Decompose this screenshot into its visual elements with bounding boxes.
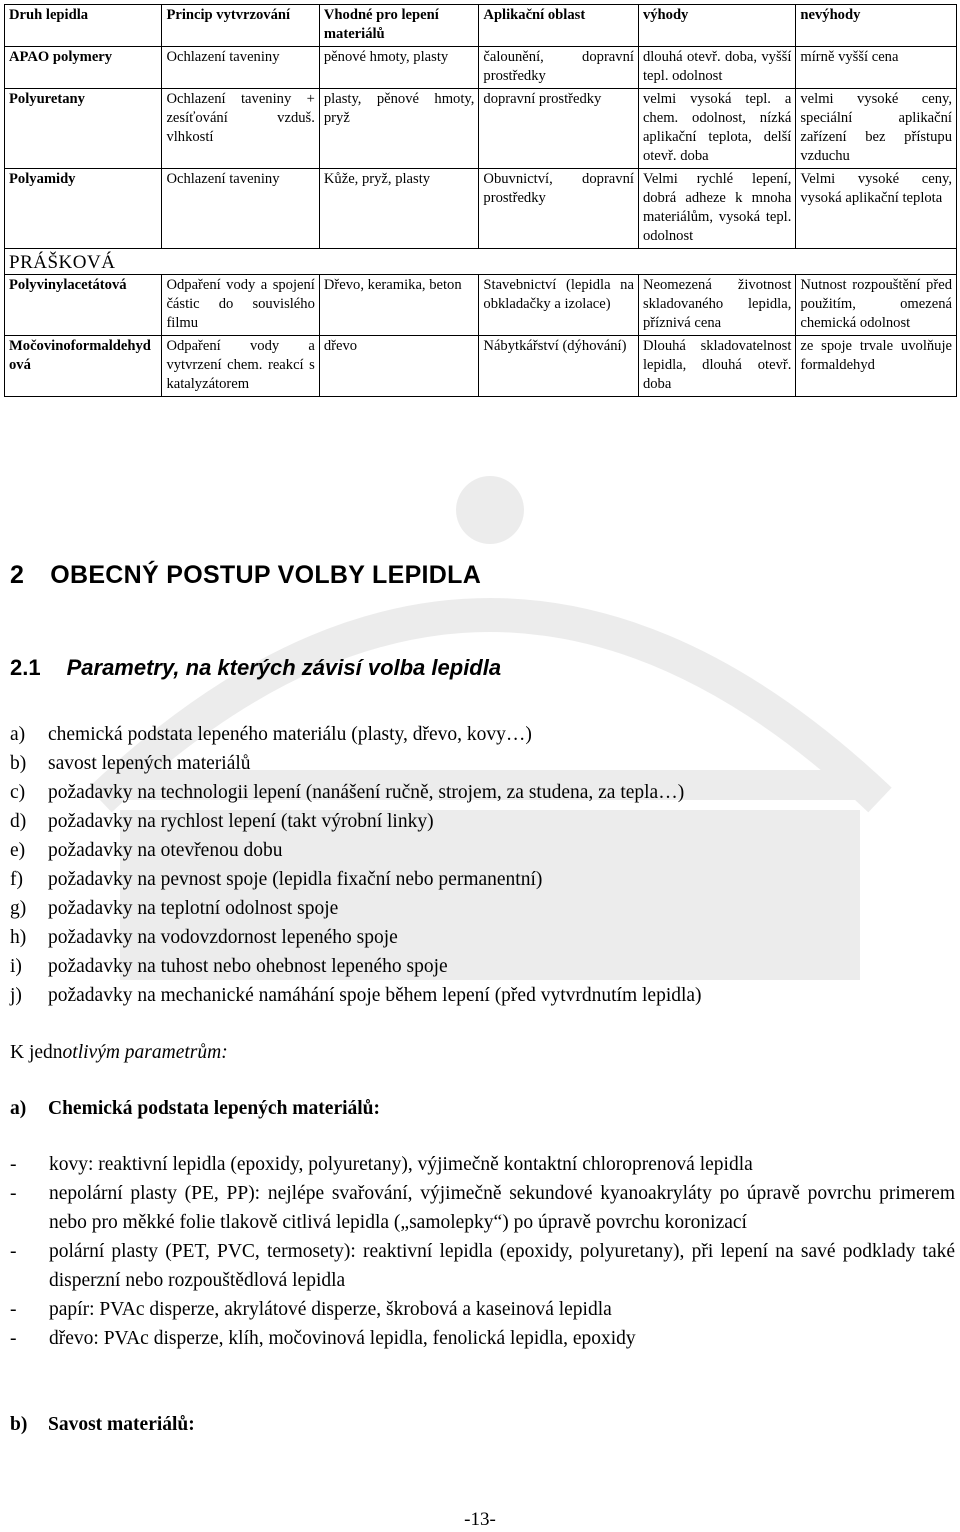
list-text: polární plasty (PET, PVC, termosety): reaktivní lepidla (epoxidy, polyuretany), při lepení na savé podklady také disperzní nebo rozpouštědlová lepidla [49,1241,955,1291]
table-cell: Stavebnictví (lepidla na obkladačky a izolace) [479,275,639,336]
table-cell: čalounění, dopravní prostředky [479,47,639,89]
list-marker: - [10,1299,17,1320]
list-marker: f) [10,869,23,890]
list-text: požadavky na teplotní odolnost spoje [48,898,339,919]
table-cell: Nábytkářství (dýhování) [479,336,639,397]
list-item [10,865,940,894]
table-cell: Kůže, pryž, plasty [319,169,479,249]
intro-text-italic: otlivým parametrům: [62,1042,228,1063]
list-item [10,1237,955,1295]
subsection-marker: a) [10,1098,27,1119]
list-text: kovy: reaktivní lepidla (epoxidy, polyuretany), výjimečně kontaktní chloroprenová lepidla [49,1154,753,1175]
table-cell: velmi vysoká tepl. a chem. odolnost, nízká aplikační teplota, delší otevř. doba [638,89,795,169]
table-cell: dopravní prostředky [479,89,639,169]
section-heading [10,655,501,681]
list-item [10,720,940,749]
table-cell: Dřevo, keramika, beton [319,275,479,336]
adhesive-comparison-table [4,4,957,397]
list-text: papír: PVAc disperze, akrylátové disperze, škrobová a kaseinová lepidla [49,1299,612,1320]
table-cell: pěnové hmoty, plasty [319,47,479,89]
list-text: dřevo: PVAc disperze, klíh, močovinová lepidla, fenolická lepidla, epoxidy [49,1328,636,1349]
list-item [10,807,940,836]
list-marker: d) [10,811,27,832]
table-cell: Nutnost rozpouštění před použitím, omezená chemická odolnost [796,275,957,336]
section-title: Parametry, na kterých závisí volba lepidla [66,655,502,680]
list-text: požadavky na pevnost spoje (lepidla fixační nebo permanentní) [48,869,543,890]
subsection-heading-b [10,1410,195,1439]
table-cell: ze spoje trvale uvolňuje formaldehyd [796,336,957,397]
chapter-heading [10,561,481,590]
list-item [10,952,940,981]
section-label-powder: PRÁŠKOVÁ [5,249,957,275]
table-cell: Polyvinylacetátová [5,275,162,336]
table-cell: Ochlazení taveniny [162,47,319,89]
list-item [10,836,940,865]
table-cell: Odpaření vody a spojení částic do souvislého filmu [162,275,319,336]
table-cell: Ochlazení taveniny [162,169,319,249]
table-cell: dlouhá otevř. doba, vyšší tepl. odolnost [638,47,795,89]
subsection-marker: b) [10,1414,28,1435]
table-cell: Velmi vysoké ceny, vysoká aplikační teplota [796,169,957,249]
table-cell: Polyamidy [5,169,162,249]
list-text: požadavky na rychlost lepení (takt výrobní linky) [48,811,434,832]
list-text: nepolární plasty (PE, PP): nejlépe svařování, výjimečně sekundové kyanoakryláty po úpravě povrchu primerem nebo pro měkké folie tlakově citlivá lepidla („samolepky“) po úpravě povrchu koronizací [49,1183,955,1233]
table-cell: Polyuretany [5,89,162,169]
materials-list [10,1150,955,1353]
list-marker: b) [10,753,27,774]
table-cell: plasty, pěnové hmoty, pryž [319,89,479,169]
table-cell: Močovinoformaldehydová [5,336,162,397]
table-cell: mírně vyšší cena [796,47,957,89]
list-item [10,778,940,807]
list-marker: c) [10,782,26,803]
list-text: požadavky na technologii lepení (nanášení ručně, strojem, za studena, za tepla…) [48,782,685,803]
header-cell: Princip vytvrzování [162,5,319,47]
list-marker: - [10,1241,17,1262]
list-text: požadavky na tuhost nebo ohebnost lepeného spoje [48,956,448,977]
header-cell: nevýhody [796,5,957,47]
list-item [10,749,940,778]
list-text: chemická podstata lepeného materiálu (plasty, dřevo, kovy…) [48,724,532,745]
list-item [10,1324,955,1353]
table-row [5,47,957,89]
table-row [5,169,957,249]
list-marker: j) [10,985,22,1006]
header-cell: výhody [638,5,795,47]
table-cell: APAO polymery [5,47,162,89]
list-marker: - [10,1328,17,1349]
list-marker: g) [10,898,27,919]
header-cell: Vhodné pro lepení materiálů [319,5,479,47]
table-header-row [5,5,957,47]
table-cell: Velmi rychlé lepení, dobrá adheze k mnoha materiálům, vysoká tepl. odolnost [638,169,795,249]
list-marker: e) [10,840,26,861]
table-cell: dřevo [319,336,479,397]
header-cell: Aplikační oblast [479,5,639,47]
list-item [10,1150,955,1179]
list-text: savost lepených materiálů [48,753,251,774]
page-number: -13- [464,1509,496,1530]
intro-text: K jedn [10,1042,63,1063]
chapter-title: OBECNÝ POSTUP VOLBY LEPIDLA [50,561,482,589]
list-marker: i) [10,956,22,977]
chapter-number: 2 [10,561,25,589]
list-item [10,894,940,923]
table-cell: Odpaření vody a vytvrzení chem. reakcí s katalyzátorem [162,336,319,397]
parameter-list [10,720,940,1010]
table-row [5,275,957,336]
list-item [10,981,940,1010]
table-row [5,336,957,397]
list-text: požadavky na mechanické namáhání spoje během lepení (před vytvrdnutím lepidla) [48,985,702,1006]
list-marker: a) [10,724,26,745]
section-number: 2.1 [10,655,41,680]
list-marker: - [10,1183,17,1204]
table-row [5,89,957,169]
header-cell: Druh lepidla [5,5,162,47]
list-text: požadavky na vodovzdornost lepeného spoje [48,927,398,948]
table-cell: Ochlazení taveniny + zesíťování vzduš. vlhkostí [162,89,319,169]
subsection-heading-a [10,1094,380,1123]
table-cell: Neomezená životnost skladovaného lepidla, příznivá cena [638,275,795,336]
subsection-title: Savost materiálů: [48,1414,195,1435]
table-cell: Obuvnictví, dopravní prostředky [479,169,639,249]
list-item [10,1295,955,1324]
list-text: požadavky na otevřenou dobu [48,840,283,861]
list-marker: - [10,1154,17,1175]
list-item [10,923,940,952]
table-section-row [5,249,957,275]
intro-paragraph [10,1038,228,1067]
list-marker: h) [10,927,27,948]
list-item [10,1179,955,1237]
subsection-title: Chemická podstata lepených materiálů: [48,1098,381,1119]
table-cell: Dlouhá skladovatelnost lepidla, dlouhá otevř. doba [638,336,795,397]
table-cell: velmi vysoké ceny, speciální aplikační zařízení bez přístupu vzduchu [796,89,957,169]
